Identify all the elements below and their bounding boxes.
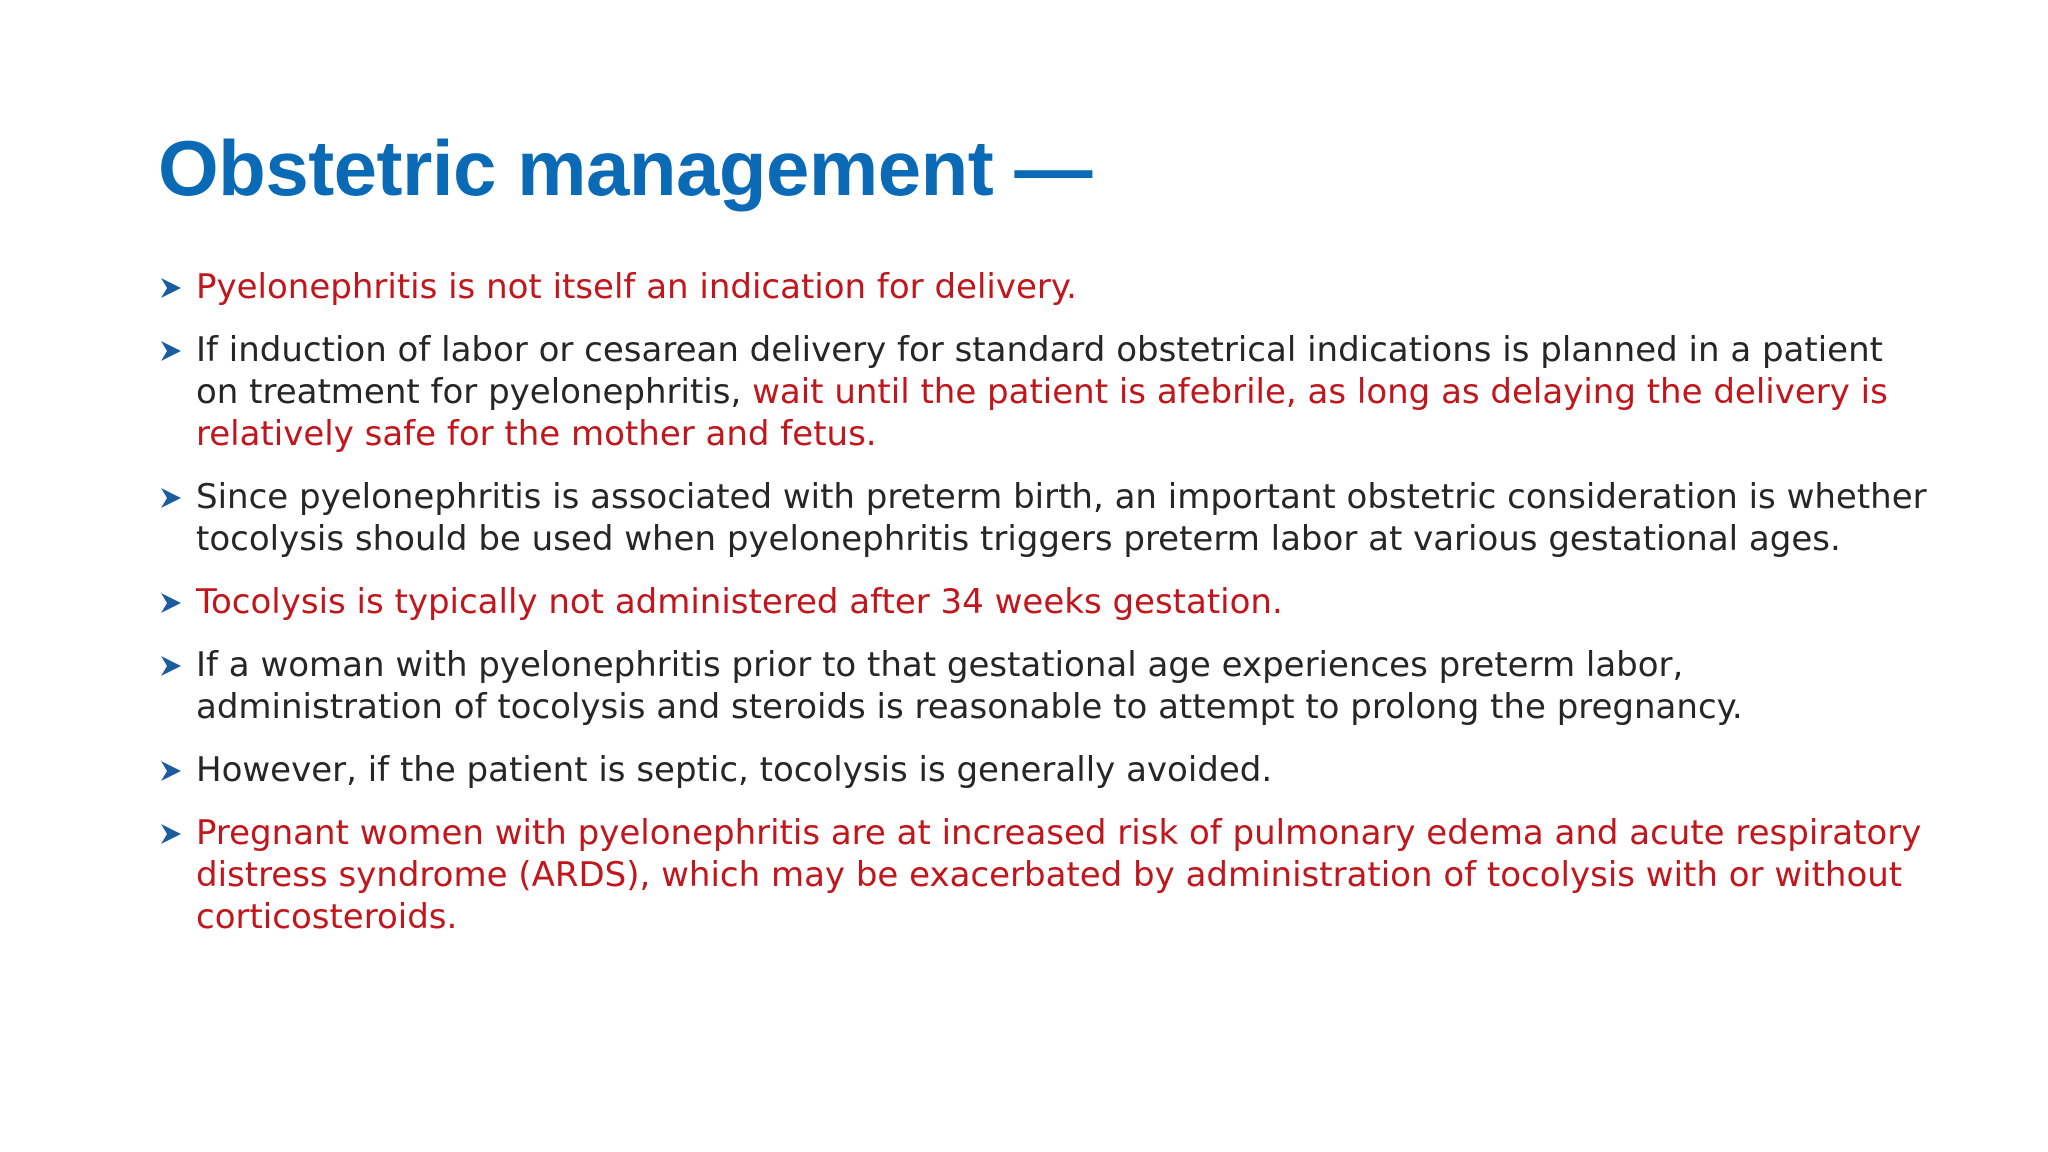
bullet-item	[158, 266, 1928, 308]
arrowhead-bullet-icon	[158, 821, 184, 847]
arrowhead-bullet-icon	[158, 485, 184, 511]
slide-title: Obstetric management —	[158, 124, 1092, 212]
bullet-text: However, if the patient is septic, tocolysis is generally avoided.	[196, 750, 1273, 790]
bullet-item	[158, 329, 1928, 455]
arrowhead-bullet-icon	[158, 590, 184, 616]
bullet-emphasis-text: wait until the patient is afebrile, as long as delaying the delivery is relatively safe for the mother and fetus.	[196, 372, 1888, 454]
bullet-item	[158, 644, 1928, 728]
bullet-text: Pyelonephritis is not itself an indication for delivery.	[196, 267, 1077, 307]
bullet-text: Tocolysis is typically not administered after 34 weeks gestation.	[196, 582, 1283, 622]
bullet-item	[158, 812, 1928, 938]
bullet-item	[158, 581, 1928, 623]
arrowhead-bullet-icon	[158, 338, 184, 364]
arrowhead-bullet-icon	[158, 758, 184, 784]
bullet-item	[158, 749, 1928, 791]
bullet-text: If a woman with pyelonephritis prior to that gestational age experiences preterm labor, administration of tocolysis and steroids is reasonable to attempt to prolong the pregnancy.	[196, 645, 1743, 727]
arrowhead-bullet-icon	[158, 275, 184, 301]
bullet-text: Pregnant women with pyelonephritis are at increased risk of pulmonary edema and acute respiratory distress syndrome (ARDS), which may be exacerbated by administration of tocolysis with or without corticosteroids.	[196, 813, 1922, 937]
bullet-text: If induction of labor or cesarean delivery for standard obstetrical indications is planned in a patient on treatment for pyelonephritis,	[196, 330, 1883, 412]
bullet-item	[158, 476, 1928, 560]
bullet-text: Since pyelonephritis is associated with preterm birth, an important obstetric consideration is whether tocolysis should be used when pyelonephritis triggers preterm labor at various gestational ages.	[196, 477, 1927, 559]
bullet-list	[158, 266, 1928, 959]
arrowhead-bullet-icon	[158, 653, 184, 679]
